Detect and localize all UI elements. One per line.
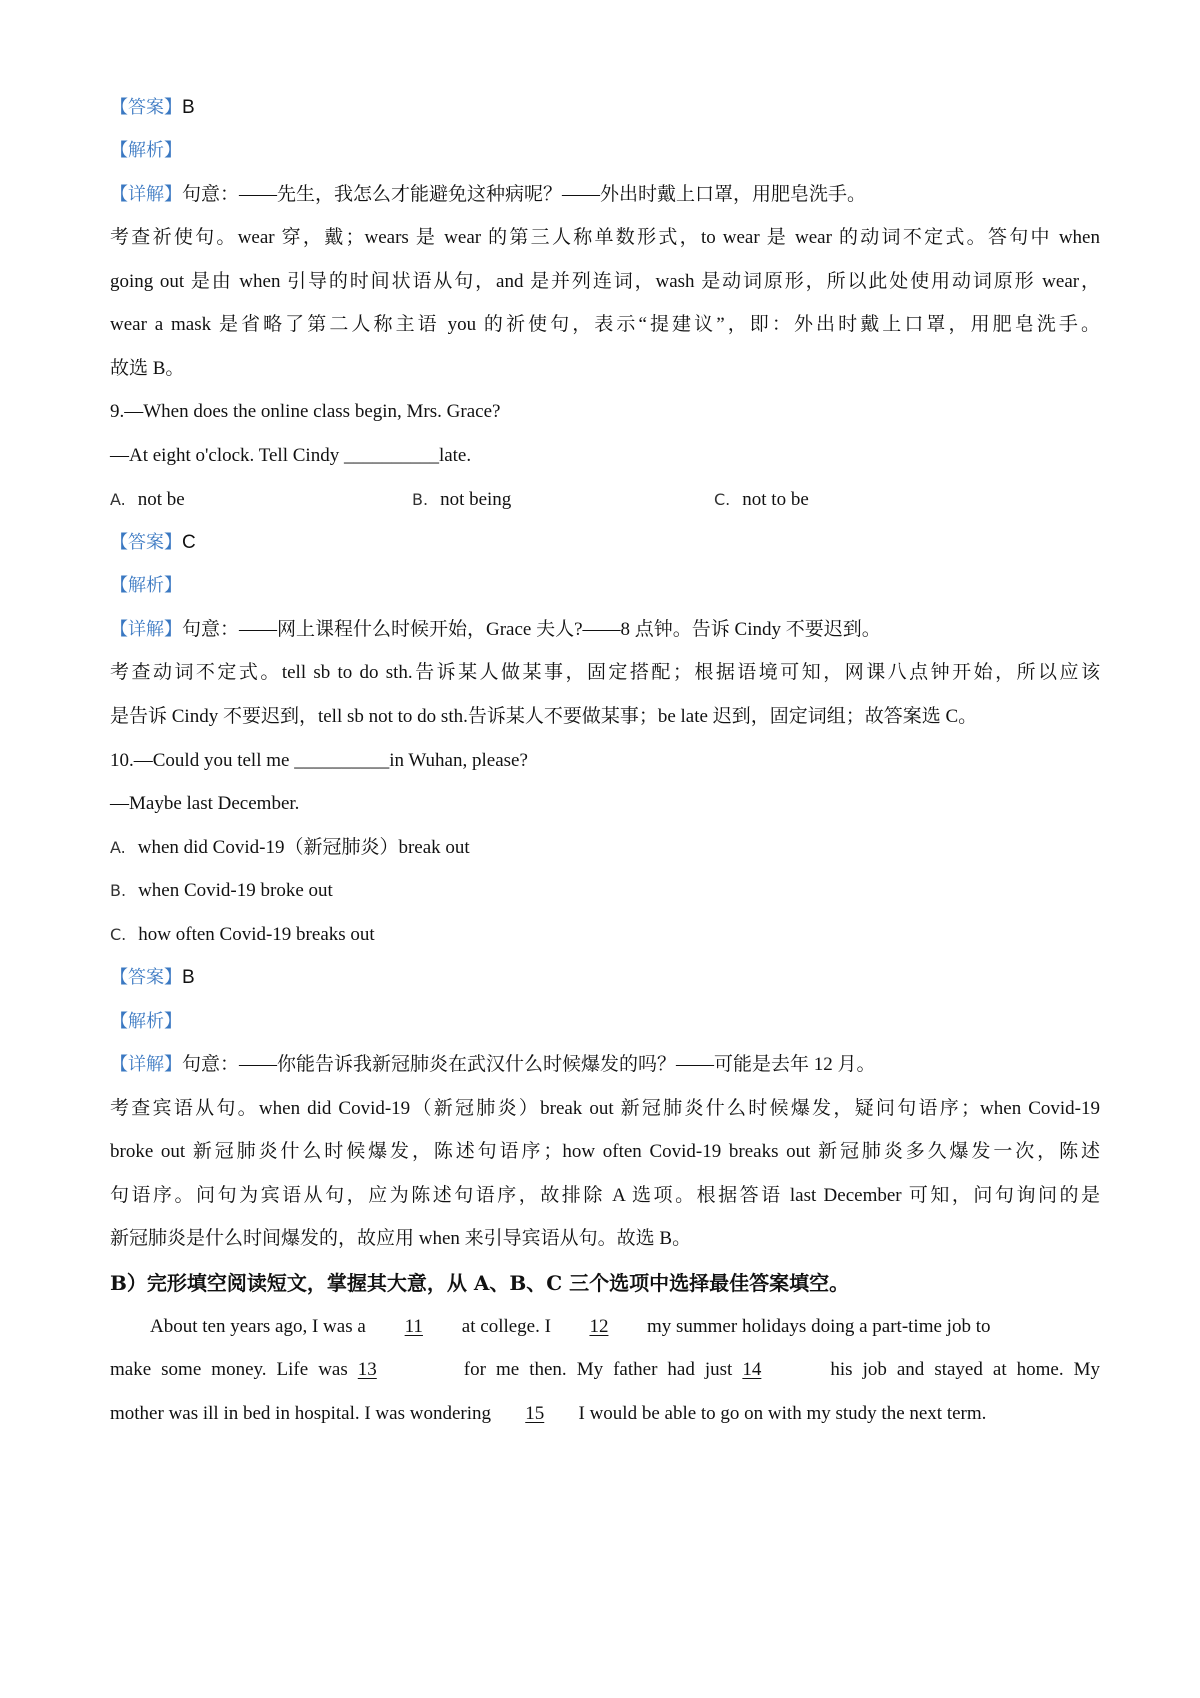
passage-text: his job and stayed at home. My (820, 1359, 1100, 1380)
q10-question-text: 10.—Could you tell me (110, 750, 295, 771)
option-text: when Covid-19 broke out (138, 880, 333, 901)
passage-text: my summer holidays doing a part-time job to (646, 1316, 991, 1337)
option-label: C. (110, 925, 127, 944)
answer-value: B (182, 967, 195, 988)
q10-explain-line-3: 句语序。问句为宾语从句，应为陈述句语序，故排除 A 选项。根据答语 last December 可知，问句询问的是 (110, 1185, 1100, 1206)
blank-14: 14 (742, 1359, 762, 1380)
q10-explain-line-1: 考查宾语从句。when did Covid-19（新冠肺炎）break out 新冠肺炎什么时候爆发，疑问句语序；when Covid-19 (110, 1098, 1100, 1119)
blank-11: 11 (404, 1316, 423, 1337)
q9-option-a (110, 486, 185, 514)
answer-value: B (182, 97, 195, 118)
q10-detail (110, 1051, 876, 1079)
q10-explain-line-4: 新冠肺炎是什么时间爆发的，故应用 when 来引导宾语从句。故选 B。 (110, 1228, 692, 1249)
q8-explain-line-2: going out 是由 when 引导的时间状语从句，and 是并列连词，wash 是动词原形，所以此处使用动词原形 wear， (110, 271, 1100, 292)
section-b-heading: B）完形填空阅读短文，掌握其大意，从 A、B、C 三个选项中选择最佳答案填空。 (110, 1271, 850, 1295)
option-text: not to be (742, 489, 809, 510)
q8-detail (110, 181, 866, 209)
q8-explain-line-4: 故选 B。 (110, 358, 185, 379)
answer-value: C (182, 532, 196, 553)
passage-line-2 (110, 1356, 1100, 1384)
option-text: not being (440, 489, 512, 510)
q10-analysis-tag: 【解析】 (110, 1011, 182, 1032)
q10-response: —Maybe last December. (110, 793, 300, 814)
option-label: C. (714, 490, 731, 509)
q8-explain-line-1: 考查祈使句。wear 穿，戴；wears 是 wear 的第三人称单数形式，to wear 是 wear 的动词不定式。答句中 when (110, 227, 1100, 248)
detail-tag: 【详解】 (110, 184, 182, 205)
detail-text: 句意：——网上课程什么时候开始，Grace 夫人?——8 点钟。告诉 Cindy 不要迟到。 (182, 619, 881, 640)
option-label: A. (110, 838, 126, 857)
q9-analysis-tag: 【解析】 (110, 575, 182, 596)
q10-option-b (110, 877, 333, 905)
q8-explain-line-3: wear a mask 是省略了第二人称主语 you 的祈使句，表示“提建议”，即：外出时戴上口罩，用肥皂洗手。 (110, 314, 1100, 335)
q10-question (110, 747, 528, 775)
detail-text: 句意：——你能告诉我新冠肺炎在武汉什么时候爆发的吗？——可能是去年 12 月。 (182, 1054, 876, 1075)
passage-line-3 (110, 1400, 986, 1428)
q9-response-end: late. (438, 445, 472, 466)
passage-text: I would be able to go on with my study the next term. (573, 1403, 987, 1424)
option-text: when did Covid-19（新冠肺炎）break out (137, 837, 470, 858)
q8-analysis-tag: 【解析】 (110, 140, 182, 161)
q9-detail (110, 616, 881, 644)
q9-question: 9.—When does the online class begin, Mrs. Grace? (110, 401, 501, 422)
q9-option-b (412, 486, 511, 514)
blank-15: 15 (525, 1403, 545, 1424)
answer-tag: 【答案】 (110, 967, 182, 988)
q8-answer (110, 94, 195, 122)
q10-answer (110, 964, 195, 992)
q10-option-c (110, 921, 375, 949)
q9-explain-line-1: 考查动词不定式。tell sb to do sth.告诉某人做某事，固定搭配；根据语境可知，网课八点钟开始，所以应该 (110, 662, 1100, 683)
q9-explain-line-2: 是告诉 Cindy 不要迟到，tell sb not to do sth.告诉某人不要做某事；be late 迟到，固定词组；故答案选 C。 (110, 706, 978, 727)
blank-12: 12 (589, 1316, 609, 1337)
q9-response-text: —At eight o'clock. Tell Cindy (110, 445, 344, 466)
option-label: B. (412, 490, 429, 509)
answer-tag: 【答案】 (110, 532, 182, 553)
detail-tag: 【详解】 (110, 1054, 182, 1075)
answer-tag: 【答案】 (110, 97, 182, 118)
option-text: how often Covid-19 breaks out (138, 924, 375, 945)
blank-13: 13 (357, 1359, 377, 1380)
passage-text: at college. I (461, 1316, 551, 1337)
passage-text: for me then. My father had just (453, 1359, 743, 1380)
passage-text: About ten years ago, I was a (150, 1316, 366, 1337)
detail-tag: 【详解】 (110, 619, 182, 640)
option-label: A. (110, 490, 126, 509)
q10-question-end: in Wuhan, please? (389, 750, 528, 771)
q9-option-c (714, 486, 809, 514)
option-label: B. (110, 881, 127, 900)
q10-blank: __________ (294, 750, 390, 771)
passage-text: make some money. Life was (110, 1359, 358, 1380)
q10-option-a (110, 834, 470, 862)
option-text: not be (137, 489, 185, 510)
passage-text: mother was ill in bed in hospital. I was wondering (110, 1403, 496, 1424)
passage-line-1 (150, 1313, 990, 1341)
q10-explain-line-2: broke out 新冠肺炎什么时候爆发，陈述句语序；how often Covid-19 breaks out 新冠肺炎多久爆发一次，陈述 (110, 1141, 1100, 1162)
q9-answer (110, 529, 196, 557)
q9-response (110, 442, 471, 470)
detail-text: 句意：——先生，我怎么才能避免这种病呢？——外出时戴上口罩，用肥皂洗手。 (182, 184, 867, 205)
q9-blank: __________ (343, 445, 439, 466)
